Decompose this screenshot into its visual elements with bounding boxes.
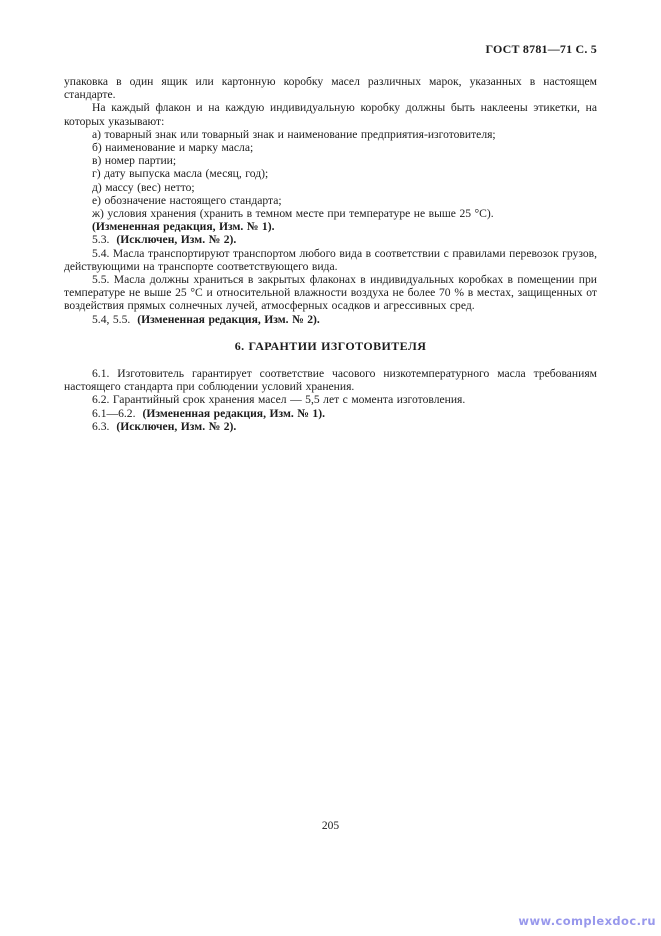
clause-5-5-storage: 5.5. Масла должны храниться в закрытых флаконах в индивидуальных коробках в помещении при температуре не выше 25 °С и относительной влажности воздуха не более 70 % в местах, защищенных от воздействия прямых солнечных лучей, атмосферных осадков и агрессивных сред. <box>64 273 597 313</box>
list-item-g: г) дату выпуска масла (месяц, год); <box>92 167 269 181</box>
clause-numbers: 5.4, 5.5. <box>92 312 131 326</box>
clause-5-3-excluded <box>64 233 597 246</box>
amendment-note-izm1: (Измененная редакция, Изм. № 1). <box>92 220 275 234</box>
section-6-heading: 6. ГАРАНТИИ ИЗГОТОВИТЕЛЯ <box>234 338 427 353</box>
clause-6-3-excluded <box>64 420 597 433</box>
paragraph-labels-intro: На каждый флакон и на каждую индивидуальную коробку должны быть наклеены этикетки, на которых указывают: <box>64 101 597 128</box>
label-requirements-list <box>64 128 597 220</box>
list-item-d: д) массу (вес) нетто; <box>92 180 195 194</box>
page-number: 205 <box>321 820 340 832</box>
amendment-note-6-1-6-2 <box>64 407 597 420</box>
list-item-a: а) товарный знак или товарный знак и наименование предприятия-изготовителя; <box>92 127 496 141</box>
clause-5-4-transport: 5.4. Масла транспортируют транспортом любого вида в соответствии с правилами перевозок грузов, действующими на транспорте соответствующего вида. <box>64 246 597 273</box>
exclusion-note: (Исключен, Изм. № 2). <box>116 233 237 247</box>
clause-numbers: 6.1—6.2. <box>92 406 136 420</box>
clause-number: 5.3. <box>92 233 110 247</box>
amendment-note: (Измененная редакция, Изм. № 2). <box>137 312 320 326</box>
list-item-b: б) наименование и марку масла; <box>92 141 254 155</box>
amendment-note: (Измененная редакция, Изм. № 1). <box>142 406 325 420</box>
paragraph-continuation: упаковка в один ящик или картонную коробку масел различных марок, указанных в настоящем стандарте. <box>64 75 597 102</box>
page-header-standard-number: ГОСТ 8781—71 С. 5 <box>485 42 597 56</box>
list-item-zh: ж) условия хранения (хранить в темном месте при температуре не выше 25 °С). <box>92 207 494 221</box>
list-item-e: е) обозначение настоящего стандарта; <box>92 193 282 207</box>
exclusion-note: (Исключен, Изм. № 2). <box>116 419 237 433</box>
clause-6-1-guarantee: 6.1. Изготовитель гарантирует соответствие часового низкотемпературного масла требованиям настоящего стандарта при соблюдении условий хранения. <box>64 367 597 394</box>
amendment-note-5-4-5-5 <box>64 313 597 326</box>
watermark-site-link: www.complexdoc.ru <box>518 914 656 928</box>
clause-number: 6.3. <box>92 419 110 433</box>
document-content <box>64 75 597 433</box>
list-item-v: в) номер партии; <box>92 154 177 168</box>
clause-6-2-shelf-life: 6.2. Гарантийный срок хранения масел — 5,5 лет с момента изготовления. <box>92 393 466 407</box>
